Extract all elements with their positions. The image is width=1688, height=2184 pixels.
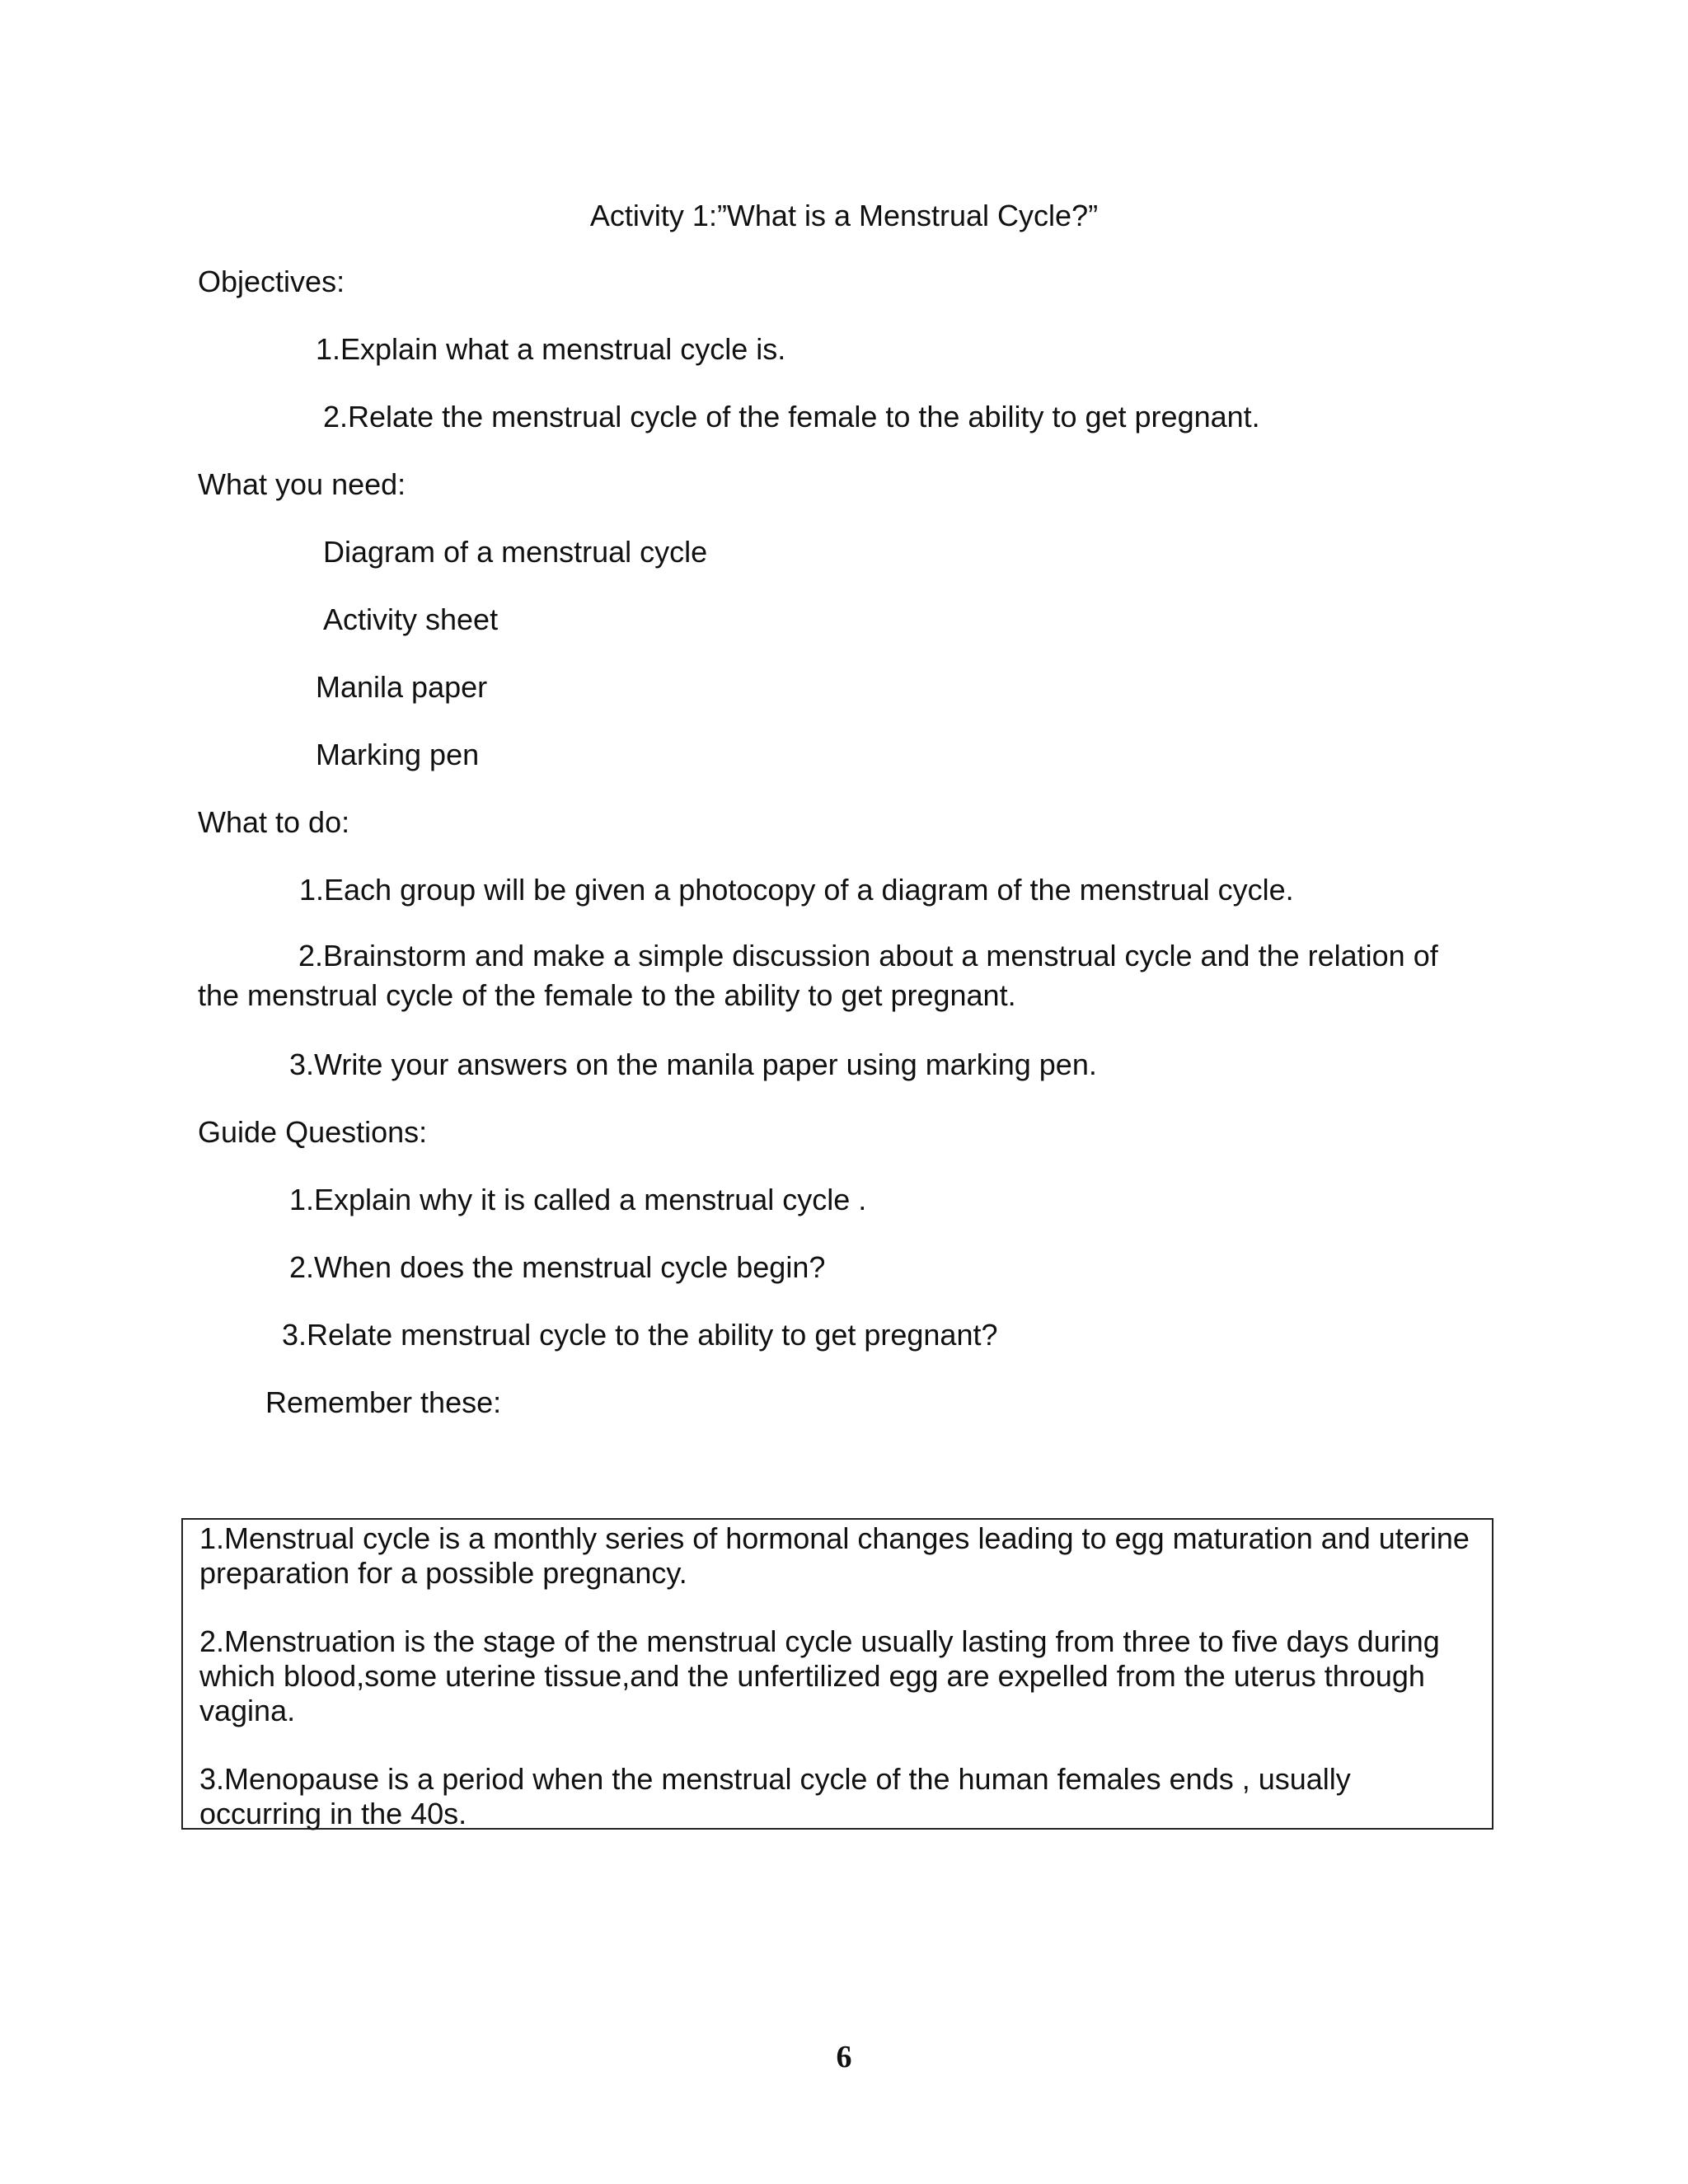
- procedure-item-3: 3.Write your answers on the manila paper using marking pen.: [289, 1047, 1097, 1081]
- remember-item-3: 3.Menopause is a period when the menstrual cycle of the human females ends , usually occurring in the 40s.: [199, 1762, 1351, 1830]
- material-item-2: Activity sheet: [323, 602, 499, 636]
- remember-item-2: 2.Menstruation is the stage of the menstrual cycle usually lasting from three to five days during which blood,some uterine tissue,and the unfertilized egg are expelled from the uterus through vagina.: [199, 1624, 1440, 1727]
- material-item-3: Manila paper: [316, 670, 488, 704]
- guide-question-3: 3.Relate menstrual cycle to the ability to get pregnant?: [282, 1318, 998, 1352]
- remember-box: [181, 1518, 1493, 1830]
- guide-question-1: 1.Explain why it is called a menstrual cycle .: [289, 1183, 867, 1216]
- materials-heading: What you need:: [198, 467, 406, 501]
- procedure-heading: What to do:: [198, 805, 350, 839]
- objective-item-1: 1.Explain what a menstrual cycle is.: [316, 332, 786, 366]
- procedure-item-2-block: [198, 936, 1475, 1015]
- objective-item-2: 2.Relate the menstrual cycle of the female to the ability to get pregnant.: [323, 400, 1260, 434]
- material-item-4: Marking pen: [316, 738, 480, 771]
- material-item-1: Diagram of a menstrual cycle: [323, 535, 708, 569]
- remember-heading: Remember these:: [265, 1385, 502, 1419]
- activity-title: Activity 1:”What is a Menstrual Cycle?”: [589, 199, 1099, 232]
- guide-question-2: 2.When does the menstrual cycle begin?: [289, 1250, 826, 1284]
- procedure-item-1: 1.Each group will be given a photocopy of a diagram of the menstrual cycle.: [299, 873, 1294, 907]
- page-number: 6: [836, 2040, 852, 2074]
- objectives-heading: Objectives:: [198, 265, 345, 298]
- remember-item-1: 1.Menstrual cycle is a monthly series of hormonal changes leading to egg maturation and uterine preparation for a possible pregnancy.: [199, 1521, 1470, 1590]
- procedure-item-2: 2.Brainstorm and make a simple discussion about a menstrual cycle and the relation of the menstrual cycle of the female to the ability to get pregnant.: [198, 939, 1438, 1012]
- guide-questions-heading: Guide Questions:: [198, 1115, 428, 1149]
